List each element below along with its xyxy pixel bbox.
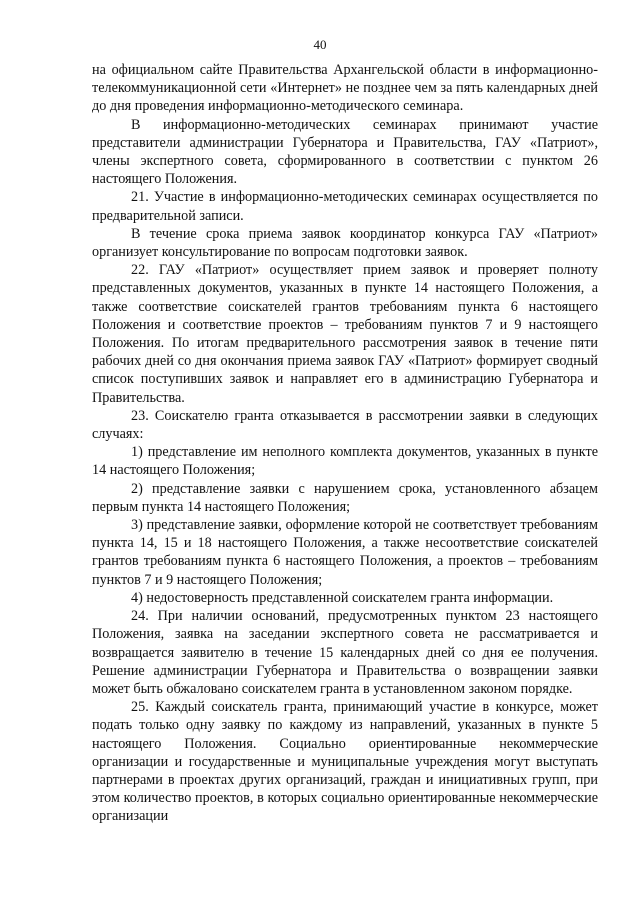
paragraph-21: 21. Участие в информационно-методических семинарах осуществляется по предварительной записи.: [92, 189, 598, 224]
paragraph-continuation: на официальном сайте Правительства Архангельской области в информационно-телекоммуникационной сети «Интернет» не позднее чем за пять календарных дней до дня проведения информационно-методического семинара.: [92, 62, 598, 115]
paragraph-22: 22. ГАУ «Патриот» осуществляет прием заявок и проверяет полноту представленных документов, указанных в пункте 14 настоящего Положения, а также соответствие соискателей грантов требованиям пункта 6 настоящего Положения и соответствие проектов – требованиям пунктов 7 и 9 настоящего Положения. По итогам предварительного рассмотрения заявок в течение пяти рабочих дней со дня окончания приема заявок ГАУ «Патриот» формирует сводный список поступивших заявок и направляет его в администрацию Губернатора и Правительства.: [92, 262, 598, 406]
paragraph-25: 25. Каждый соискатель гранта, принимающий участие в конкурсе, может подать только одну заявку по каждому из направлений, указанных в пункте 5 настоящего Положения. Социально ориентированные некоммерческие организации и государственные и муниципальные учреждения могут выступать партнерами в проектах других организаций, граждан и инициативных групп, при этом количество проектов, в которых социально ориентированные некоммерческие организации: [92, 699, 598, 825]
paragraph-23: 23. Соискателю гранта отказывается в рассмотрении заявки в следующих случаях:: [92, 407, 598, 443]
paragraph-24: 24. При наличии оснований, предусмотренных пунктом 23 настоящего Положения, заявка на заседании экспертного совета не рассматривается и возвращается заявителю в течение 15 календарных дней со дня ее получения. Решение администрации Губернатора и Правительства о возвращении заявки может быть обжаловано соискателем гранта в установленном законом порядке.: [92, 608, 598, 697]
list-item-4: 4) недостоверность представленной соискателем гранта информации.: [131, 589, 554, 606]
page-number: 40: [313, 37, 327, 52]
document-body: [92, 61, 598, 826]
paragraph-consulting: В течение срока приема заявок координатор конкурса ГАУ «Патриот» организует консультирование по вопросам подготовки заявок.: [92, 225, 598, 261]
list-item-3: 3) представление заявки, оформление которой не соответствует требованиям пункта 14, 15 и 18 настоящего Положения, а также несоответствие соискателей грантов требованиям пункта 6 настоящего Положения, а проектов – требованиям пунктов 7 и 9 настоящего Положения;: [92, 517, 598, 588]
list-item-1: 1) представление им неполного комплекта документов, указанных в пункте 14 настоящего Положения;: [92, 444, 598, 479]
paragraph-seminar-participants: В информационно-методических семинарах принимают участие представители администрации Губернатора и Правительства, ГАУ «Патриот», члены экспертного совета, сформированного в соответствии с пунктом 26 настоящего Положения.: [92, 116, 598, 188]
list-item-2: 2) представление заявки с нарушением срока, установленного абзацем первым пункта 14 настоящего Положения;: [92, 480, 598, 515]
